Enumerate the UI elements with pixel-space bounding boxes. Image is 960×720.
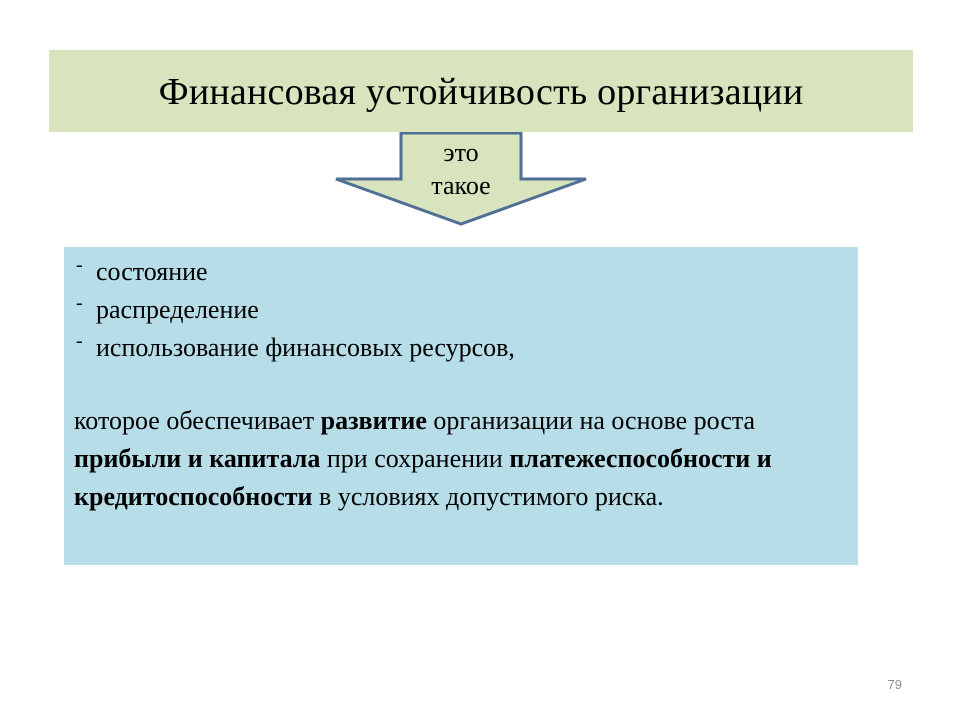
paragraph-bold-3: платежеспособности и кредитоспособности bbox=[74, 444, 772, 511]
definition-paragraph bbox=[74, 402, 844, 516]
arrow-label-line-2: такое bbox=[431, 171, 491, 200]
list-item-text: использование финансовых ресурсов, bbox=[96, 333, 515, 362]
dash-bullet-icon: - bbox=[76, 330, 83, 352]
paragraph-text-3: при сохранении bbox=[320, 444, 510, 473]
list-item-text: распределение bbox=[96, 295, 259, 324]
paragraph-text-2: организации на основе роста bbox=[426, 406, 756, 435]
list-item-text: состояние bbox=[96, 257, 208, 286]
list-item bbox=[74, 329, 844, 367]
paragraph-text-4: в условиях допустимого риска. bbox=[312, 482, 664, 511]
title-banner bbox=[49, 50, 913, 132]
paragraph-bold-2: прибыли и капитала bbox=[74, 444, 321, 473]
list-item bbox=[74, 253, 844, 291]
down-arrow-callout bbox=[334, 132, 588, 226]
dash-bullet-icon: - bbox=[76, 292, 83, 314]
arrow-label bbox=[404, 136, 518, 202]
list-item bbox=[74, 291, 844, 329]
paragraph-bold-1: развитие bbox=[320, 406, 427, 435]
dash-bullet-icon: - bbox=[76, 254, 83, 276]
paragraph-text-1: которое обеспечивает bbox=[74, 406, 321, 435]
definition-box bbox=[64, 247, 858, 565]
slide-title: Финансовая устойчивость организации bbox=[158, 71, 804, 113]
arrow-label-line-1: это bbox=[443, 138, 479, 167]
page-number: 79 bbox=[887, 677, 902, 692]
bullet-list bbox=[74, 253, 844, 367]
